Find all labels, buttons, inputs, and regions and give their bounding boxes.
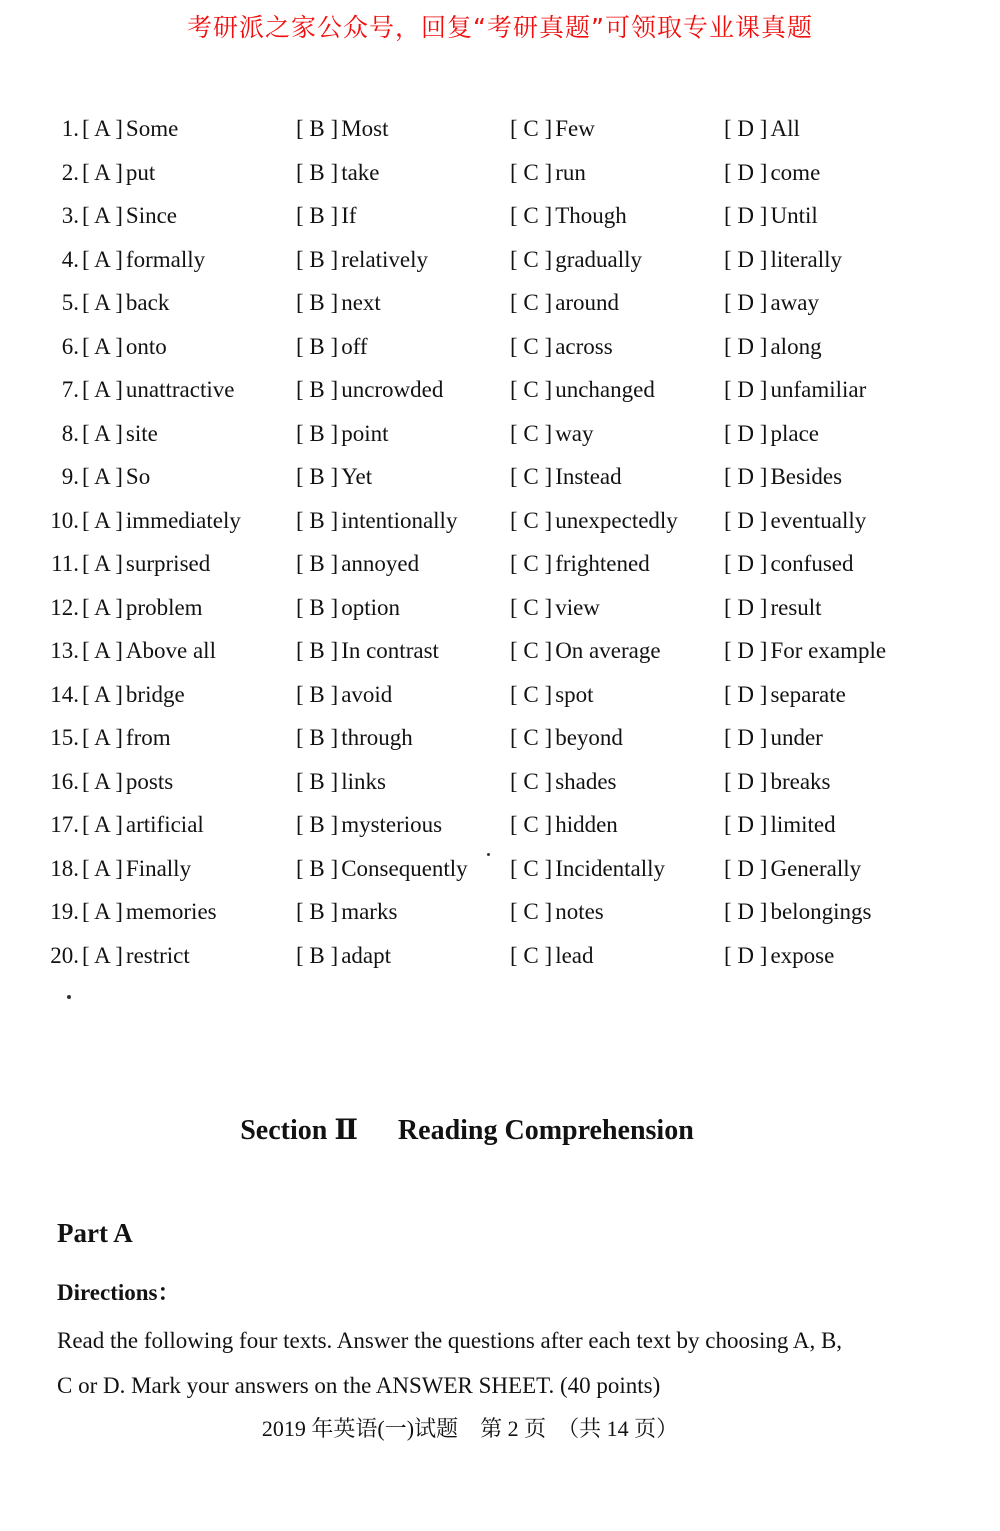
option-letter: [ B ] [296,812,338,837]
option-text: All [770,116,800,141]
answer-option [82,281,169,325]
option-text: If [341,203,357,228]
directions-label: Directions： [57,1280,181,1305]
answer-option [296,934,391,978]
page-footer: 2019 年英语(一)试题 第 2 页 （共 14 页） [261,1416,679,1441]
answer-option [296,586,400,630]
answer-option [510,455,622,499]
question-number: 3. [61,203,79,228]
answer-option [296,281,381,325]
option-text: frightened [555,551,650,576]
option-letter: [ C ] [510,595,552,620]
option-text: Besides [770,464,843,489]
option-letter: [ C ] [510,812,552,837]
answer-option [510,586,600,630]
answer-option [510,716,623,760]
option-text: avoid [341,681,393,707]
option-text: unattractive [125,377,235,402]
section-label: Section Ⅱ [240,1115,358,1146]
question-row [51,542,957,586]
answer-option [724,151,820,195]
option-letter: [ B ] [296,638,338,663]
section-title: Reading Comprehension [397,1115,694,1146]
question-row [50,629,957,673]
answer-option [296,368,443,412]
answer-option [82,151,155,195]
answer-option [82,412,158,456]
question-number: 19. [50,899,79,924]
option-text: Finally [125,855,192,881]
directions-text [57,1318,977,1408]
option-letter: [ D ] [724,638,767,663]
answer-option [724,325,822,369]
answer-option [510,194,627,238]
option-letter: [ C ] [510,682,552,707]
option-text: literally [770,246,842,272]
option-letter: [ A ] [82,421,123,446]
question-row [57,238,957,282]
option-letter: [ C ] [510,203,552,228]
option-letter: [ D ] [724,899,767,924]
answer-option [510,499,678,543]
option-text: away [770,290,819,315]
option-letter: [ A ] [82,943,123,968]
option-letter: [ A ] [82,812,123,837]
option-text: problem [125,594,203,620]
answer-option [510,890,604,934]
answer-option [82,542,210,586]
answer-option [296,716,413,760]
question-number: 13. [50,638,79,663]
option-letter: [ D ] [724,160,767,185]
answer-option [82,673,185,717]
answer-option [724,847,861,891]
option-letter: [ A ] [82,856,123,881]
option-letter: [ A ] [82,334,123,359]
question-number: 1. [61,116,79,141]
option-text: links [341,768,386,794]
option-letter: [ A ] [82,160,123,185]
answer-option [510,412,594,456]
option-letter: [ C ] [510,247,552,272]
option-text: point [341,420,389,446]
option-letter: [ C ] [510,116,552,141]
answer-option [296,325,368,369]
question-number: 18. [50,855,79,881]
option-letter: [ B ] [296,290,338,315]
option-text: expose [770,942,835,968]
option-letter: [ B ] [296,160,338,185]
option-text: unchanged [555,377,655,402]
option-text: unfamiliar [770,377,867,402]
option-letter: [ A ] [82,464,123,489]
answer-option [296,499,457,543]
option-letter: [ D ] [724,769,767,794]
answer-option [510,238,642,282]
option-text: next [341,290,381,315]
option-text: memories [125,899,217,924]
question-number: 9. [61,464,79,489]
answer-option [82,455,150,499]
option-text: from [125,725,171,750]
answer-option [724,194,818,238]
option-letter: [ C ] [510,334,552,359]
option-text: surprised [125,551,211,576]
option-text: Though [555,203,627,228]
question-row [57,194,957,238]
option-text: relatively [341,246,429,272]
option-letter: [ D ] [724,812,767,837]
option-letter: [ A ] [82,899,123,924]
option-letter: [ D ] [724,856,767,881]
option-letter: [ D ] [724,421,767,446]
option-text: formally [125,246,206,272]
option-text: For example [770,638,887,663]
option-letter: [ C ] [510,508,552,533]
option-letter: [ C ] [510,160,552,185]
answer-option [82,890,217,934]
option-text: run [555,159,586,185]
answer-option [510,281,619,325]
question-number: 15. [50,725,79,750]
option-letter: [ A ] [82,508,123,533]
question-row [57,455,957,499]
option-text: Since [125,203,178,228]
question-row [50,716,957,760]
part-heading: Part A [57,1218,133,1248]
answer-option [510,760,617,804]
option-letter: [ C ] [510,377,552,402]
question-number: 20. [50,942,79,968]
option-letter: [ B ] [296,334,338,359]
option-text: marks [341,899,398,924]
question-row [50,934,957,978]
option-text: separate [770,681,846,707]
question-number: 10. [50,507,79,533]
option-text: result [770,594,822,620]
option-letter: [ B ] [296,247,338,272]
option-text: limited [770,812,836,837]
answer-option [510,107,595,151]
option-text: uncrowded [341,377,444,402]
option-letter: [ B ] [296,856,338,881]
option-text: annoyed [341,551,420,576]
answer-option [510,542,650,586]
answer-option [296,542,419,586]
answer-option [82,107,178,151]
answer-option [724,673,846,717]
option-letter: [ B ] [296,421,338,446]
option-letter: [ D ] [724,116,767,141]
question-row [57,151,957,195]
option-text: So [125,464,151,489]
option-letter: [ D ] [724,725,767,750]
option-letter: [ C ] [510,856,552,881]
option-letter: [ A ] [82,377,123,402]
option-text: mysterious [341,812,443,837]
option-text: option [341,594,400,620]
answer-option [296,803,442,847]
option-letter: [ D ] [724,334,767,359]
answer-option [724,107,800,151]
answer-option [296,151,380,195]
option-text: On average [555,638,661,663]
option-letter: [ A ] [82,551,123,576]
option-letter: [ C ] [510,551,552,576]
option-letter: [ B ] [296,682,338,707]
answer-option [296,629,439,673]
answer-option [82,325,167,369]
answer-option [724,455,842,499]
answer-option [724,542,854,586]
option-text: view [555,594,600,620]
option-text: Some [125,116,179,141]
option-text: eventually [770,507,867,533]
answer-option [82,760,173,804]
option-text: intentionally [341,507,458,533]
answer-option [82,716,171,760]
scan-speck [487,853,490,856]
answer-option [724,586,822,630]
option-letter: [ A ] [82,769,123,794]
option-letter: [ A ] [82,682,123,707]
option-letter: [ A ] [82,247,123,272]
option-letter: [ B ] [296,551,338,576]
answer-option [724,368,866,412]
option-letter: [ B ] [296,377,338,402]
option-text: place [770,420,819,446]
question-number: 12. [50,594,79,620]
answer-option [724,412,819,456]
answer-option [510,934,594,978]
answer-option [296,412,388,456]
option-letter: [ D ] [724,290,767,315]
option-text: onto [125,333,167,359]
answer-option [82,803,204,847]
option-letter: [ A ] [82,725,123,750]
option-letter: [ D ] [724,464,767,489]
option-letter: [ A ] [82,290,123,315]
question-row [57,325,957,369]
option-letter: [ B ] [296,116,338,141]
option-text: way [555,420,594,446]
option-text: spot [555,681,594,707]
answer-option [724,629,886,673]
option-letter: [ D ] [724,203,767,228]
option-letter: [ D ] [724,595,767,620]
option-text: beyond [555,725,623,750]
option-letter: [ B ] [296,725,338,750]
option-letter: [ B ] [296,899,338,924]
option-text: posts [125,768,174,794]
option-text: bridge [125,681,185,707]
option-text: off [341,333,368,359]
answer-option [82,629,216,673]
option-text: Most [341,116,389,141]
directions-line: Read the following four texts. Answer the questions after each text by choosing A, B, [57,1328,843,1353]
answer-option [510,847,665,891]
answer-option [510,368,655,412]
option-text: through [341,725,413,750]
option-letter: [ A ] [82,116,123,141]
option-text: breaks [770,768,831,794]
option-text: around [555,290,620,315]
option-text: site [125,420,158,446]
promo-banner: 考研派之家公众号，回复“考研真题”可领取专业课真题 [187,13,813,42]
directions-line: C or D. Mark your answers on the ANSWER SHEET. (40 points) [57,1373,661,1398]
option-letter: [ A ] [82,595,123,620]
option-letter: [ D ] [724,247,767,272]
answer-option [510,629,661,673]
option-text: In contrast [341,638,439,663]
option-letter: [ C ] [510,769,552,794]
question-row [50,847,957,891]
answer-option [724,890,871,934]
option-text: notes [555,899,604,924]
option-letter: [ C ] [510,725,552,750]
option-letter: [ B ] [296,943,338,968]
question-number: 4. [61,246,79,272]
option-letter: [ B ] [296,464,338,489]
answer-option [296,673,392,717]
question-row [50,803,957,847]
answer-option [296,107,388,151]
option-letter: [ A ] [82,638,123,663]
option-letter: [ C ] [510,421,552,446]
option-letter: [ B ] [296,769,338,794]
option-text: gradually [555,246,643,272]
option-text: belongings [770,899,872,924]
option-text: shades [555,768,617,794]
option-letter: [ C ] [510,290,552,315]
answer-option [82,368,234,412]
answer-option [82,586,203,630]
option-text: adapt [341,942,391,968]
option-text: hidden [555,812,618,837]
option-text: come [770,159,821,185]
option-letter: [ A ] [82,203,123,228]
question-number: 14. [50,681,79,707]
answer-option [724,281,819,325]
answer-option [724,934,834,978]
answer-option [724,499,866,543]
option-text: Consequently [341,855,468,881]
option-text: immediately [125,507,241,533]
question-number: 2. [61,159,79,185]
question-row [57,412,957,456]
answer-option [296,760,386,804]
question-number: 17. [50,812,79,837]
answer-option [82,934,190,978]
option-text: artificial [125,812,204,837]
question-number: 5. [61,290,79,315]
question-number: 16. [50,768,79,794]
answer-option [510,151,586,195]
answer-option [510,325,613,369]
answer-option [82,847,191,891]
option-text: take [341,159,380,185]
question-row [50,586,957,630]
option-text: Until [770,203,818,228]
option-letter: [ D ] [724,943,767,968]
answer-option [296,194,357,238]
option-text: put [125,159,156,185]
questions-list [50,107,957,977]
option-text: Generally [770,855,862,881]
answer-option [82,499,241,543]
question-number: 8. [61,420,79,446]
option-text: along [770,333,822,359]
option-text: Incidentally [555,855,666,881]
option-text: restrict [125,942,190,968]
option-letter: [ C ] [510,943,552,968]
answer-option [510,803,618,847]
option-text: back [125,290,170,315]
answer-option [724,803,836,847]
option-letter: [ B ] [296,595,338,620]
question-row [57,107,957,151]
option-letter: [ B ] [296,508,338,533]
section-heading [0,1113,934,1147]
answer-option [724,716,823,760]
answer-option [82,194,177,238]
option-text: across [555,333,613,359]
option-text: lead [555,942,594,968]
option-text: Yet [341,464,373,489]
question-row [57,368,957,412]
scan-speck [67,995,71,999]
question-row [50,499,957,543]
question-number: 11. [51,551,79,576]
option-letter: [ B ] [296,203,338,228]
question-row [57,281,957,325]
option-letter: [ D ] [724,508,767,533]
answer-option [296,238,428,282]
option-text: unexpectedly [555,507,678,533]
answer-option [724,238,842,282]
question-row [50,890,957,934]
option-letter: [ C ] [510,464,552,489]
option-letter: [ C ] [510,899,552,924]
question-row [50,760,957,804]
answer-option [296,890,397,934]
option-letter: [ D ] [724,551,767,576]
question-number: 7. [61,377,79,402]
answer-option [296,455,372,499]
answer-option [82,238,205,282]
question-row [50,673,957,717]
option-text: under [770,725,823,750]
answer-option [724,760,831,804]
option-text: confused [770,551,854,576]
option-text: Above all [125,638,216,663]
answer-option [510,673,594,717]
option-letter: [ C ] [510,638,552,663]
question-number: 6. [61,333,79,359]
option-text: Instead [555,464,622,489]
option-letter: [ D ] [724,377,767,402]
option-letter: [ D ] [724,682,767,707]
answer-option [296,847,468,891]
option-text: Few [555,116,595,141]
